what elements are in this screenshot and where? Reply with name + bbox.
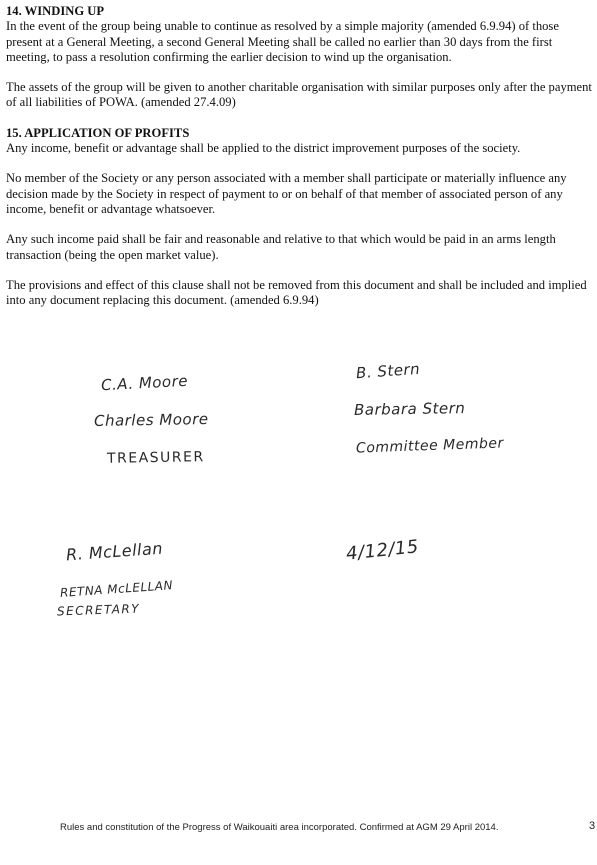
page-footer: Rules and constitution of the Progress of Waikouaiti area incorporated. Confirmed at AGM 29 April 2014. bbox=[60, 822, 499, 833]
secretary-role: SECRETARY bbox=[56, 601, 141, 619]
document-body bbox=[6, 4, 592, 308]
section-14-paragraph-2: The assets of the group will be given to another charitable organisation with similar purposes only after the payment of all liabilities of POWA. (amended 27.4.09) bbox=[6, 80, 592, 110]
treasurer-name: Charles Moore bbox=[93, 410, 209, 430]
section-15-paragraph-4: The provisions and effect of this clause shall not be removed from this document and shall be included and implied into any document replacing this document. (amended 6.9.94) bbox=[6, 277, 587, 308]
committee-name: Barbara Stern bbox=[353, 399, 466, 419]
treasurer-role: TREASURER bbox=[106, 449, 205, 467]
section-15-paragraph-2: No member of the Society or any person associated with a member shall participate or materially influence any decision made by the Society in respect of payment to or on behalf of that member of associated person of any income, benefit or advantage whatsoever. bbox=[6, 171, 567, 216]
secretary-name: RETNA McLELLAN bbox=[59, 578, 174, 600]
section-15-paragraph-3: Any such income paid shall be fair and reasonable and relative to that which would be paid in an arms length transaction (being the open market value). bbox=[6, 232, 556, 262]
treasurer-signature: C.A. Moore bbox=[100, 371, 189, 395]
section-15-heading: 15. APPLICATION OF PROFITS bbox=[6, 125, 190, 140]
signature-date: 4/12/15 bbox=[345, 536, 420, 565]
section-15-paragraph-1: Any income, benefit or advantage shall be applied to the district improvement purposes of the society. bbox=[6, 141, 521, 156]
committee-role: Committee Member bbox=[355, 435, 504, 457]
secretary-signature: R. McLellan bbox=[65, 538, 164, 565]
committee-signature: B. Stern bbox=[355, 359, 421, 383]
section-14-paragraph-1: In the event of the group being unable to continue as resolved by a simple majority (amended 6.9.94) of those present at a General Meeting, a second General Meeting shall be called no earlier than 30 days from the first meeting, to pass a resolution confirming the earlier decision to wind up the organisation. bbox=[6, 19, 559, 64]
section-14-heading: 14. WINDING UP bbox=[6, 4, 105, 18]
page-number: 3 bbox=[589, 820, 596, 832]
